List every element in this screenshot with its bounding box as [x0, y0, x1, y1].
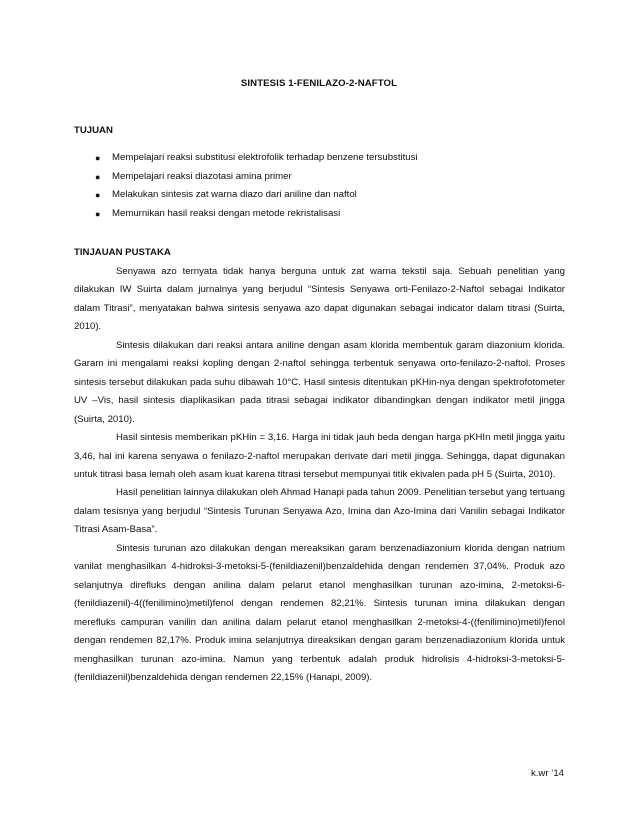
list-item: ● Mempelajari reaksi diazotasi amina primer: [74, 168, 574, 187]
list-item: ● Mempelajari reaksi substitusi elektrofolik terhadap benzene tersubstitusi: [74, 149, 574, 168]
tujuan-heading: TUJUAN: [74, 125, 113, 136]
paragraph: Hasil penelitian lainnya dilakukan oleh Ahmad Hanapi pada tahun 2009. Penelitian tersebut yang tertuang dalam tesisnya yang berjudul “Sintesis Turunan Senyawa Azo, Imina dan Azo-Imina dari Vanilin sebagai Indikator Titrasi Asam-Basa”.: [74, 487, 565, 536]
document-title: SINTESIS 1-FENILAZO-2-NAFTOL: [240, 78, 398, 89]
bullet-icon: ●: [95, 153, 101, 163]
bullet-icon: ●: [95, 208, 101, 219]
list-item: ● Memurnikan hasil reaksi dengan metode rekristalisasi: [74, 205, 574, 224]
paragraph: Hasil sintesis memberikan pKHin = 3,16. Harga ini tidak jauh beda dengan harga pKHIn metil jingga yaitu 3,46, hal ini karena senyawa o fenilazo-2-naftol merupakan derivate dari metil jingga. Sehingga, dapat digunakan untuk titrasi basa lemah oleh asam kuat karena titrasi tersebut mempunyai titik ekivalen pada pH 5 (Suirta, 2010).: [74, 432, 565, 480]
paragraph: Sintesis dilakukan dari reaksi antara aniline dengan asam klorida membentuk garam diazonium klorida. Garam ini mengalami reaksi kopling dengan 2-naftol sehingga terbentuk senyawa orto-fenilazo-2-naftol. Proses sintesis tersebut dilakukan pada suhu dibawah 10°C. Hasil sintesis ditentukan pKHin-nya dengan spektrofotometer UV –Vis, hasil sintesis diaplikasikan pada titrasi sebagai indikator dibandingkan dengan indikator metil jingga (Suirta, 2010).: [74, 339, 565, 425]
paragraph: Senyawa azo ternyata tidak hanya berguna untuk zat warna tekstil saja. Sebuah penelitian yang dilakukan IW Suirta dalam jurnalnya yang berjudul “Sintesis Senyawa orti-Fenilazo-2-Naftol sebagai Indikator dalam Titrasi”, menyatakan bahwa sintesis senyawa azo dapat digunakan sebagai indicator dalam titrasi (Suirta, 2010).: [74, 266, 565, 333]
bullet-icon: ●: [95, 171, 101, 182]
tujuan-list: [74, 149, 574, 223]
list-item: ● Melakukan sintesis zat warna diazo dari aniline dan naftol: [74, 186, 574, 205]
tinjauan-body: [74, 263, 565, 687]
footer-signature: k.wr ‘14: [530, 768, 564, 779]
tinjauan-heading: TINJAUAN PUSTAKA: [74, 247, 171, 258]
bullet-icon: ●: [95, 190, 101, 200]
paragraph: Sintesis turunan azo dilakukan dengan mereaksikan garam benzenadiazonium klorida dengan natrium vanilat menghasilkan 4-hidroksi-3-metoksi-5-(fenildiazenil)benzaldehida dengan rendemen 37,04%. Produk azo selanjutnya direfluks dengan anilina dalam pelarut etanol menghasilkan turunan azo-imina, 2-metoksi-6-(fenildiazenil)-4((fenilimino)metil)fenol dengan rendemen 82,21%. Sintesis turunan imina dilakukan dengan merefluks campuran vanilin dan anilina dalam pelarut etanol menghasilkan 2-metoksi-4-((fenilimino)metil)fenol dengan rendemen 82,17%. Produk imina selanjutnya direaksikan dengan garam benzenadiazonium klorida untuk menghasilkan turunan azo-imina. Namun yang terbentuk adalah produk hidrolisis 4-hidroksi-3-metoksi-5-(fenildiazenil)benzaldehida dengan rendemen 22,15% (Hanapi, 2009).: [74, 542, 565, 683]
